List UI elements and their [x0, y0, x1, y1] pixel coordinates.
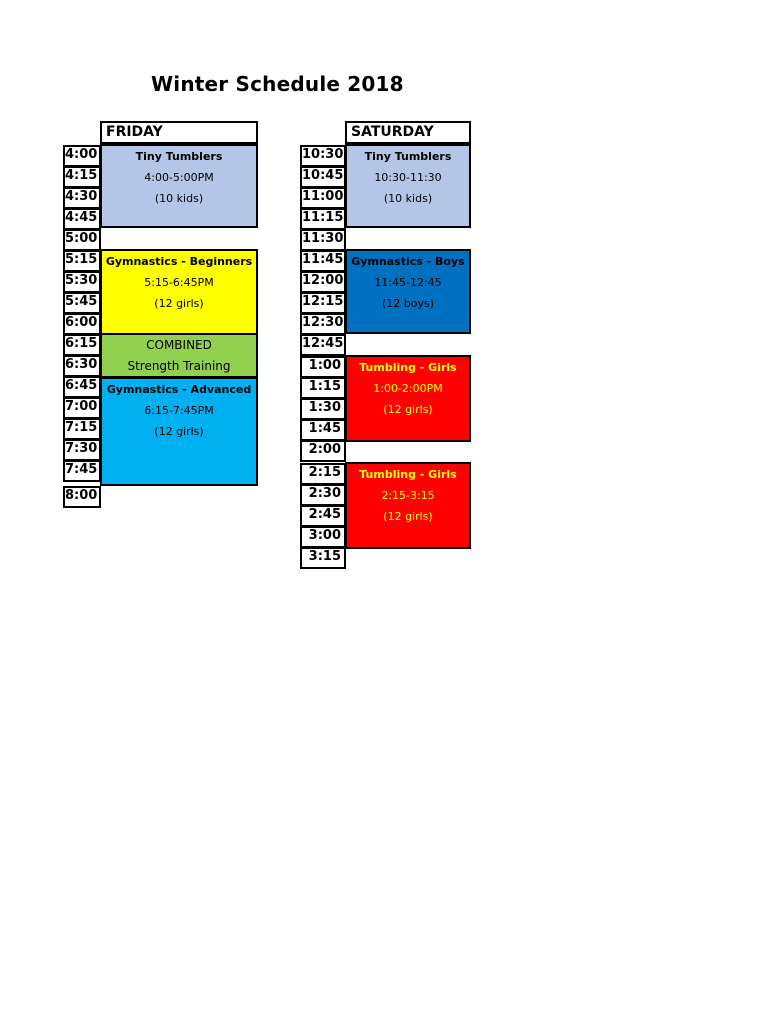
- friday-time-cell: 4:15: [63, 166, 101, 188]
- class-name: Tumbling - Girls: [359, 468, 457, 481]
- friday-tiny-tumblers-block: [100, 144, 258, 228]
- saturday-tumbling-girls-block-2: [345, 462, 471, 549]
- saturday-time-cell: 2:15: [300, 463, 346, 485]
- class-time: 11:45-12:45: [374, 276, 442, 289]
- class-detail: (12 boys): [381, 297, 435, 310]
- friday-time-cell: 7:15: [63, 418, 101, 440]
- saturday-time-cell: 11:45: [300, 250, 346, 272]
- class-time: 2:15-3:15: [381, 489, 435, 502]
- class-detail: (10 kids): [154, 192, 204, 205]
- friday-combined-block: [100, 333, 258, 378]
- friday-gymnastics-beginners-block: [100, 249, 258, 335]
- saturday-time-cell: 10:30: [300, 145, 346, 167]
- saturday-time-cell: 2:45: [300, 505, 346, 527]
- friday-time-cell: 7:45: [63, 460, 101, 482]
- saturday-time-cell: 11:15: [300, 208, 346, 230]
- friday-time-cell: 7:30: [63, 439, 101, 461]
- friday-time-cell: 5:15: [63, 250, 101, 272]
- friday-time-cell: 6:00: [63, 313, 101, 335]
- friday-header: FRIDAY: [100, 121, 258, 144]
- friday-time-cell: 5:00: [63, 229, 101, 251]
- saturday-time-cell: 12:15: [300, 292, 346, 314]
- class-detail: (12 girls): [383, 510, 433, 523]
- class-name: Gymnastics - Boys: [351, 255, 465, 268]
- friday-time-cell: 6:45: [63, 376, 101, 398]
- saturday-time-cell: 1:45: [300, 419, 346, 441]
- saturday-time-cell: 10:45: [300, 166, 346, 188]
- class-time: 10:30-11:30: [374, 171, 442, 184]
- class-time: 6:15-7:45PM: [144, 404, 214, 417]
- class-time: Strength Training: [127, 359, 231, 373]
- friday-time-cell: 6:15: [63, 334, 101, 356]
- saturday-time-cell: 12:00: [300, 271, 346, 293]
- class-name: Tiny Tumblers: [135, 150, 223, 163]
- saturday-time-cell: 12:45: [300, 334, 346, 356]
- saturday-time-cell: 1:00: [300, 356, 346, 378]
- saturday-tumbling-girls-block: [345, 355, 471, 442]
- class-name: Tumbling - Girls: [359, 361, 457, 374]
- friday-time-cell: 5:45: [63, 292, 101, 314]
- friday-time-cell: 6:30: [63, 355, 101, 377]
- page-title: Winter Schedule 2018: [151, 72, 404, 96]
- class-name: COMBINED: [146, 338, 212, 352]
- saturday-time-cell: 1:30: [300, 398, 346, 420]
- class-detail: (10 kids): [383, 192, 433, 205]
- friday-time-cell: 4:00: [63, 145, 101, 167]
- class-name: Tiny Tumblers: [364, 150, 452, 163]
- saturday-time-cell: 3:00: [300, 526, 346, 548]
- saturday-time-cell: 2:30: [300, 484, 346, 506]
- saturday-time-cell: 11:30: [300, 229, 346, 251]
- class-time: 4:00-5:00PM: [144, 171, 214, 184]
- class-detail: (12 girls): [154, 297, 204, 310]
- saturday-gymnastics-boys-block: [345, 249, 471, 334]
- class-detail: (12 girls): [383, 403, 433, 416]
- friday-time-cell: 7:00: [63, 397, 101, 419]
- friday-time-cell: 4:45: [63, 208, 101, 230]
- friday-time-cell: 8:00: [63, 486, 101, 508]
- saturday-time-cell: 1:15: [300, 377, 346, 399]
- saturday-header: SATURDAY: [345, 121, 471, 144]
- saturday-time-cell: 11:00: [300, 187, 346, 209]
- saturday-tiny-tumblers-block: [345, 144, 471, 228]
- friday-gymnastics-advanced-block: [100, 377, 258, 486]
- friday-time-cell: 4:30: [63, 187, 101, 209]
- friday-time-cell: 5:30: [63, 271, 101, 293]
- saturday-time-cell: 3:15: [300, 547, 346, 569]
- class-time: 1:00-2:00PM: [373, 382, 443, 395]
- saturday-time-cell: 12:30: [300, 313, 346, 335]
- saturday-time-cell: 2:00: [300, 440, 346, 462]
- class-time: 5:15-6:45PM: [144, 276, 214, 289]
- class-detail: (12 girls): [154, 425, 204, 438]
- class-name: Gymnastics - Advanced: [106, 383, 252, 396]
- class-name: Gymnastics - Beginners: [105, 255, 253, 268]
